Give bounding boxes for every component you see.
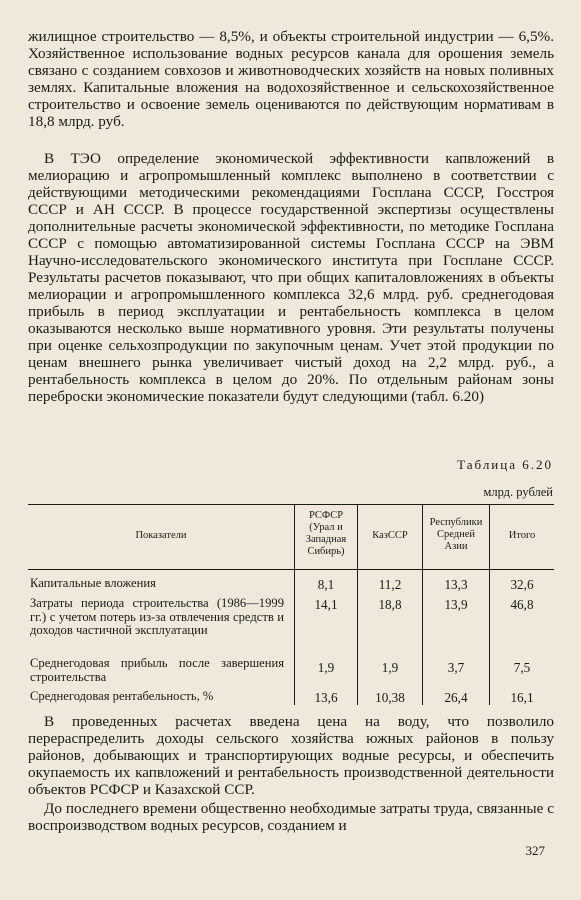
header-rsfsr: РСФСР (Урал и Западная Сибирь) [305,510,347,557]
cell-kazssr: 18,8 [378,597,402,612]
cell-central-asia: 3,7 [447,660,465,675]
row-label-annual-profit: Среднегодовая прибыль после завершения строительства [30,656,284,684]
row-label-capital-investment: Капитальные вложения [30,576,156,590]
table-unit: млрд. рублей [483,485,553,499]
table-top-rule [28,504,554,505]
column-divider [357,505,358,705]
column-divider [422,505,423,705]
header-kazssr: КазССР [372,530,408,541]
cell-central-asia: 26,4 [444,690,468,705]
cell-total: 16,1 [510,690,534,705]
cell-total: 7,5 [513,660,531,675]
cell-rsfsr: 13,6 [314,690,338,705]
paragraph-water-price: В проведенных расчетах введена цена на воду, что позволило перераспределить доходы сельского хозяйства южных районов в пользу районов, добывающих и транспортирующих водные ресурсы, и обеспечить окупаемость их капвложений и рентабельность производственной деятельности объектов РСФСР и Казахской ССР. [28,713,554,798]
row-label-construction-costs: Затраты периода строительства (1986—1999 гг.) с учетом потерь из-за отвлечения средств и доходов частичной эксплуатации [30,596,284,637]
cell-kazssr: 10,38 [375,690,405,705]
cell-central-asia: 13,3 [444,577,468,592]
paragraph-water-usage: жилищное строительство — 8,5%, и объекты строительной индустрии — 6,5%. Хозяйственное использование водных ресурсов канала для орошения земель связано с созданием совхозов и животноводческих хозяйств на новых поливных землях. Капитальные вложения на водохозяйственное и сельскохозяйственное строительство и освоение земель оцениваются по действующим нормативам в 18,8 млрд. руб. [28,28,554,130]
cell-total: 46,8 [510,597,534,612]
paragraph-labor-costs: До последнего времени общественно необходимые затраты труда, связанные с воспроизводством водных ресурсов, созданием и [28,800,554,834]
table-header-rule [28,569,554,570]
column-divider [294,505,295,705]
row-label-annual-profitability: Среднегодовая рентабельность, % [30,689,214,703]
cell-rsfsr: 14,1 [314,597,338,612]
column-divider [489,505,490,705]
page-number: 327 [525,843,545,858]
cell-total: 32,6 [510,577,534,592]
cell-kazssr: 1,9 [381,660,399,675]
table-caption: Таблица 6.20 [457,457,553,472]
cell-rsfsr: 8,1 [317,577,335,592]
header-indicators: Показатели [135,530,187,541]
header-central-asia: Республики Средней Азии [429,517,483,552]
paragraph-economic-efficiency: В ТЭО определение экономической эффективности капвложений в мелиорацию и агропромышленный комплекс выполнено в соответствии с действующими методическими рекомендациями Госплана СССР, Госстроя СССР и АН СССР. В процессе государственной экспертизы осуществлены дополнительные расчеты экономической эффективности, по методике Госплана СССР с помощью автоматизированной системы Госплана СССР на ЭВМ Научно-исследовательского экономического института при Госплане СССР. Результаты расчетов показывают, что при общих капиталовложениях в объекты мелиорации и агропромышленного комплекса 32,6 млрд. руб. среднегодовая прибыль в период эксплуатации и рентабельность комплекса в целом оказываются несколько выше нормативного уровня. Эти результаты получены при оценке сельхозпродукции по закупочным ценам. Учет этой продукции по ценам внешнего рынка увеличивает чистый доход на 2,2 млрд. руб., а рентабельность комплекса в целом до 20%. По отдельным районам зоны переброски экономические показатели будут следующими (табл. 6.20) [28,150,554,405]
header-total: Итого [508,530,536,541]
cell-rsfsr: 1,9 [317,660,335,675]
cell-kazssr: 11,2 [378,577,402,592]
cell-central-asia: 13,9 [444,597,468,612]
